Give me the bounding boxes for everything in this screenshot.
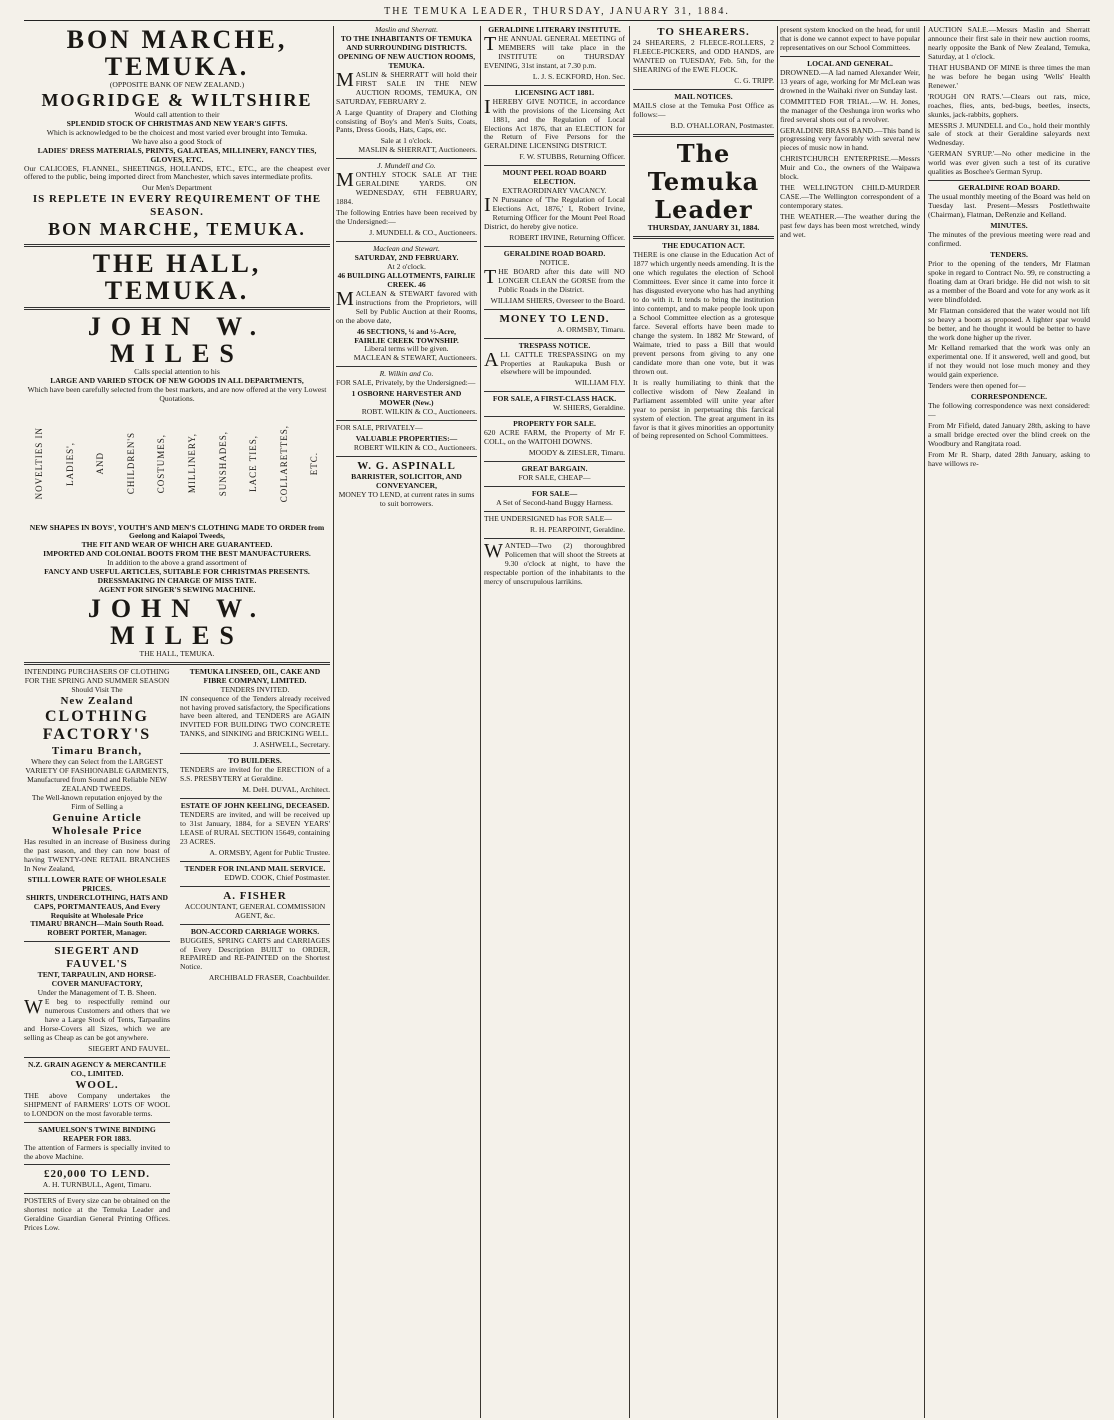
clothing-genuine: Genuine Article xyxy=(52,811,142,824)
column-3 xyxy=(484,26,625,1418)
mail-body: MAILS close at the Temuka Post Office as follows:— xyxy=(633,100,774,119)
mundell-notice: MESSRS J. MUNDELL and Co., hold their monthly sale of stock at their Geraldine saleyards next Wednesday. xyxy=(928,120,1090,148)
leader-date: THURSDAY, JANUARY 31, 1884. xyxy=(647,223,760,233)
lend-agent: A. H. TURNBULL, Agent, Timaru. xyxy=(42,1180,152,1190)
jwm-line-3: Which have been carefully selected from the best markets, and are now offered at the very Lowest Quotations. xyxy=(27,384,327,403)
wool-heading: WOOL. xyxy=(75,1078,119,1091)
local-p4: CHRISTCHURCH ENTERPRISE.—Messrs Muir and Co., the owners of the Waipawa block. xyxy=(780,154,920,182)
corr-p3: From Mr R. Sharp, dated 28th January, asking to have willows re- xyxy=(928,449,1090,468)
aspinall-line-2: BARRISTER, SOLICITOR, AND CONVEYANCER, xyxy=(351,471,462,490)
carriage-sign: ARCHIBALD FRASER, Coachbuilder. xyxy=(208,973,330,983)
vert-item: MILLINERY, xyxy=(186,433,197,494)
bargain-heading: GREAT BARGAIN. xyxy=(521,464,588,474)
husband-notice: THAT HUSBAND OF MINE is three times the man he was before he began using 'Wells' Health Renewer.' xyxy=(928,62,1090,90)
property-heading: PROPERTY FOR SALE. xyxy=(513,419,596,429)
mogridge-line-5: LADIES' DRESS MATERIALS, PRINTS, GALATEAS, MILLINERY, FANCY TIES, GLOVES, ETC. xyxy=(37,145,317,164)
tenders-p4: Tenders were then opened for— xyxy=(928,381,1026,391)
bargain-sub: FOR SALE, CHEAP— xyxy=(518,473,591,483)
column-rule xyxy=(480,26,481,1418)
maslin-sign: MASLIN & SHERRATT, Auctioneers. xyxy=(358,145,477,155)
maslin-line-3: MASLIN & SHERRATT will hold their FIRST SALE IN THE NEW AUCTION ROOMS, TEMUKA, ON SATURDAY, FEBRUARY 2. xyxy=(336,68,477,106)
shearers-sign: C. G. TRIPP. xyxy=(734,75,774,85)
clothing-timaru: TIMARU BRANCH—Main South Road. ROBERT PORTER, Manager. xyxy=(30,919,164,938)
licensing-body: IHEREBY GIVE NOTICE, in accordance with the provisions of the Licensing Act 1881, and the Regulation of Local Elections Act 1876, that an ELECTION for the Return of Five Persons for the GERALDINE LICENSING DISTRICT. xyxy=(484,95,625,151)
tenders-heading: TENDERS. xyxy=(990,249,1028,259)
trespass-heading: TRESPASS NOTICE. xyxy=(518,340,591,350)
maclean-sign: MACLEAN & STEWART, Auctioneers. xyxy=(353,353,477,363)
grb-body: THE BOARD after this date will NO LONGER CLEAN the GORSE from the Public Roads in the District. xyxy=(484,265,625,294)
keeling-body: TENDERS are invited, and will be received up to 31st January, 1884, for a SEVEN YEARS' LEASE of RURAL SECTION 15649, containing 23 ACRES. xyxy=(180,810,330,846)
siegert-sign: SIEGERT AND FAUVEL. xyxy=(88,1043,170,1053)
editorial-p2: It is really humiliating to think that the collective wisdom of New Zealand in Parliament assembled will unite year after year to persist in perpetuating this farcical system of election. The great argument in its favor is that it gives minorities an opportunity of being represented on School Committees. xyxy=(633,377,774,441)
fisher-heading: A. FISHER xyxy=(223,889,287,902)
jwm-line-8: FANCY AND USEFUL ARTICLES, SUITABLE FOR CHRISTMAS PRESENTS. xyxy=(44,567,310,577)
mail-sign: B.D. O'HALLORAN, Postmaster. xyxy=(670,120,774,130)
jwm-line-4: NEW SHAPES IN BOYS', YOUTH'S AND MEN'S CLOTHING MADE TO ORDER from Geelong and Kaiapoi Tweeds, xyxy=(29,522,325,541)
vert-item: COLLARETTES, xyxy=(278,424,289,503)
shearers-heading: TO SHEARERS. xyxy=(657,26,750,38)
maclean-line-7: Liberal terms will be given. xyxy=(364,344,449,354)
column-1-lower xyxy=(24,668,170,1235)
local-p1: DROWNED.—A lad named Alexander Weir, 13 years of age, working for Mr McLean was drowned in the Waihaki river on Sunday last. xyxy=(780,67,920,95)
column-1 xyxy=(24,26,330,1418)
maclean-line-5: 46 SECTIONS, ¼ and ½-Acre, xyxy=(356,326,456,336)
clothing-intro: INTENDING PURCHASERS OF CLOTHING FOR THE SPRING AND SUMMER SEASON Should Visit The xyxy=(24,666,170,694)
minutes-heading: MINUTES. xyxy=(990,221,1028,231)
hack-sign: W. SHIERS, Geraldine. xyxy=(552,403,625,413)
bon-marche-subtitle: (OPPOSITE BANK OF NEW ZEALAND.) xyxy=(109,79,245,89)
institute-body: THE ANNUAL GENERAL MEETING of MEMBERS will take place in the INSTITUTE on THURSDAY EVENING, 31st instant, at 7.30 p.m. xyxy=(484,32,625,70)
jwm-line-2: LARGE AND VARIED STOCK OF NEW GOODS IN ALL DEPARTMENTS, xyxy=(50,375,304,385)
bon-marche-title: BON MARCHE, TEMUKA. xyxy=(66,26,288,82)
column-5 xyxy=(780,26,920,1418)
local-heading: LOCAL AND GENERAL. xyxy=(807,58,893,68)
clothing-factory: CLOTHING FACTORY'S xyxy=(42,707,152,744)
mundell-line-1: MONTHLY STOCK SALE AT THE GERALDINE YARDS. ON WEDNESDAY, 6TH FEBRUARY, 1884. xyxy=(336,169,477,207)
corr-p1: The following correspondence was next considered:— xyxy=(928,401,1090,420)
wilkin-sign: ROBT. WILKIN & CO., Auctioneers. xyxy=(361,407,477,417)
property-sign: MOODY & ZIESLER, Timaru. xyxy=(528,448,625,458)
tenders-p2: Mr Flatman considered that the water would not lift so heavy a boom as proposed. A lighter spar would be better, and he thought it would be better to have the work done higher up the river. xyxy=(928,305,1090,342)
vert-item: SUNSHADES, xyxy=(217,430,228,497)
buggy-sub: A Set of Second-hand Buggy Harness. xyxy=(496,497,613,507)
builders-sign: M. DeH. DUVAL, Architect. xyxy=(242,785,330,795)
john-miles-footer: JOHN W. MILES xyxy=(87,594,267,651)
linseed-sub: TENDERS INVITED. xyxy=(220,684,290,694)
wilkin-line-2: 1 OSBORNE HARVESTER AND MOWER (New.) xyxy=(351,389,462,408)
mogridge-line-6: Our CALICOES, FLANNEL, SHEETINGS, HOLLANDS, ETC., ETC., are the cheapest ever offered to the public, being imported direct from Manchester, which saves intermediate profits. xyxy=(24,163,330,182)
buggy-heading: FOR SALE— xyxy=(531,489,578,498)
sale3-sign: R. H. PEARPOINT, Geraldine. xyxy=(530,524,625,534)
siegert-line-1: TENT, TARPAULIN, AND HORSE-COVER MANUFACTORY, xyxy=(37,970,157,989)
maslin-line-2: OPENING OF NEW AUCTION ROOMS, TEMUKA. xyxy=(337,51,476,70)
mundell-credit: J. Mundell and Co. xyxy=(377,161,436,171)
institute-sign: L. J. S. ECKFORD, Hon. Sec. xyxy=(532,71,625,81)
mogridge-line-2: SPLENDID STOCK OF CHRISTMAS AND NEW YEAR'S GIFTS. xyxy=(66,118,288,128)
local-p3: GERALDINE BRASS BAND.—This band is progressing very favorably with several new pieces of music now in hand. xyxy=(780,125,920,153)
bon-marche-footer: BON MARCHE, TEMUKA. xyxy=(48,219,306,240)
wilkin-line-4: FOR SALE, PRIVATELY— xyxy=(336,423,423,433)
local-p2: COMMITTED FOR TRIAL.—W. H. Jones, the manager of the Oeshunga iron works who fired several shots out of a revolver. xyxy=(780,96,920,124)
mail-heading: MAIL NOTICES. xyxy=(674,91,733,101)
column-rule xyxy=(777,26,778,1418)
linseed-body: IN consequence of the Tenders already received not having proved satisfactory, the Specifications have been altered, and TENDERS are AGAIN INVITED FOR BUILDING TWO CONCRETE TANKS, and SINKING and BRICKING WELL. xyxy=(180,693,330,739)
vert-item: LACE TIES, xyxy=(248,435,259,492)
hall-title: THE HALL, TEMUKA. xyxy=(92,248,262,305)
sale3-body: THE UNDERSIGNED has FOR SALE— xyxy=(484,513,612,523)
mtpeel-body: IN Pursuance of 'The Regulation of Local Elections Act, 1876,' I, Robert Irvine, Returning Officer for the Mount Peel Road District, do hereby give notice. xyxy=(484,194,625,232)
trespass-body: ALL CATTLE TRESPASSING on my Properties at Raukapuka Bush or elsewhere will be impounded. xyxy=(484,348,625,377)
grb-report-heading: GERALDINE ROAD BOARD. xyxy=(958,183,1060,193)
wilkin-credit: R. Wilkin and Co. xyxy=(379,369,434,379)
nz-grain: N.Z. GRAIN AGENCY & MERCANTILE CO., LIMITED. xyxy=(27,1059,167,1078)
temuka-leader-title: The Temuka Leader xyxy=(647,138,760,225)
maclean-line-3: 46 BUILDING ALLOTMENTS, FAIRLIE CREEK. 46 xyxy=(337,270,476,289)
mtpeel-heading: MOUNT PEEL ROAD BOARD ELECTION. xyxy=(502,168,607,187)
maslin-line-4: A Large Quantity of Drapery and Clothing consisting of Boy's and Men's Suits, Coats, Pants, Dress Goods, Hats, Caps, etc. xyxy=(336,107,477,135)
editorial-p1: THERE is one clause in the Education Act of 1877 which urgently needs amending. It is the one which regulates the election of School Committees. Ever since it came into force it has disgusted everyone who has had anything to do with it. It tends to bring the institution into contempt, and to make people look upon a School Committee election as a grotesque farce. Several efforts have been made to change the system. In 1882 Mr Steward, of Waimate, tried to pass a Bill that would prevent persons from giving to any one candidate more than one vote, but it was thrown out. xyxy=(633,250,774,376)
editorial-heading: THE EDUCATION ACT. xyxy=(662,241,745,251)
clothing-shirts: SHIRTS, UNDERCLOTHING, HATS AND CAPS, PORTMANTEAUS, And Every Requisite at Wholesale Price xyxy=(25,892,168,920)
maclean-line-4: MACLEAN & STEWART favored with instructions from the Proprietors, will Sell by Public Auction at their Rooms, on the above date, xyxy=(336,287,477,325)
vert-item: ETC. xyxy=(309,451,320,476)
lend-heading: £20,000 TO LEND. xyxy=(43,1168,151,1181)
maclean-credit: Maclean and Stewart. xyxy=(373,243,440,253)
mail-tender-sign: EDWD. COOK, Chief Postmaster. xyxy=(224,872,330,882)
maclean-line-6: FAIRLIE CREEK TOWNSHIP. xyxy=(354,335,459,345)
john-miles-heading: JOHN W. MILES xyxy=(87,312,267,369)
vert-item: AND xyxy=(95,452,106,475)
rats-notice: 'ROUGH ON RATS.'—Clears out rats, mice, roaches, flies, ants, bed-bugs, beetles, insects, skunks, jack-rabbits, gophers. xyxy=(928,91,1090,119)
carriage-body: BUGGIES, SPRING CARTS and CARRIAGES of Every Description BUILT to ORDER, REPAIRED and RE-PAINTED on the Shortest Notice. xyxy=(180,935,330,972)
clothing-lower-rate: STILL LOWER RATE OF WHOLESALE PRICES. xyxy=(27,874,167,893)
fisher-sub: ACCOUNTANT, GENERAL COMMISSION AGENT, &c. xyxy=(184,901,326,920)
wanted-body: WANTED—Two (2) thoroughbred Policemen that will shoot the Streets at 9.30 o'clock at night, to have the respectable portion of the inhabitants to the mercy of unscrupulous larrikins. xyxy=(484,539,625,586)
column-4 xyxy=(633,26,774,1418)
linseed-sign: J. ASHWELL, Secretary. xyxy=(253,740,330,750)
clothing-branches: Has resulted in an increase of Business during the past season, and they can now boast of having TWENTY-ONE RETAIL BRANCHES In New Zealand, xyxy=(24,836,170,873)
builders-heading: TO BUILDERS. xyxy=(228,756,282,766)
column-6 xyxy=(928,26,1090,1418)
samuelson-heading: SAMUELSON'S TWINE BINDING REAPER FOR 1883. xyxy=(38,1124,156,1143)
maclean-line-1: SATURDAY, 2ND FEBRUARY. xyxy=(354,252,459,262)
maslin-line-1: TO THE INHABITANTS OF TEMUKA AND SURROUNDING DISTRICTS. xyxy=(340,33,473,52)
clothing-desc: Where they can Select from the LARGEST VARIETY OF FASHIONABLE GARMENTS, Manufactured from Sound and Reliable NEW ZEALAND TWEEDS. xyxy=(25,757,169,794)
mail-tender-heading: TENDER FOR INLAND MAIL SERVICE. xyxy=(184,863,326,873)
mtpeel-sub: EXTRAORDINARY VACANCY. xyxy=(502,186,607,196)
vert-item: COSTUMES, xyxy=(156,433,167,494)
maslin-line-5: Sale at 1 o'clock. xyxy=(380,136,433,146)
mundell-line-2: The following Entries have been received by the Undersigned:— xyxy=(336,208,477,227)
grb-heading: GERALDINE ROAD BOARD. xyxy=(503,248,606,258)
jwm-line-7: In addition to the above a grand assortment of xyxy=(107,558,247,568)
minutes-p1: The minutes of the previous meeting were read and confirmed. xyxy=(928,230,1090,248)
maclean-line-2: At 2 o'clock. xyxy=(387,261,426,271)
mogridge-line-3: Which is acknowledged to be the choicest and most varied ever brought into Temuka. xyxy=(46,127,308,137)
money-sign: A. ORMSBY, Timaru. xyxy=(556,324,625,334)
jwm-line-1: Calls special attention to his xyxy=(134,366,220,376)
vert-item: LADIES', xyxy=(64,441,75,486)
mogridge-line-4: We have also a good Stock of xyxy=(131,136,223,146)
tenders-p1: Prior to the opening of the tenders, Mr Flatman spoke in regard to Contract No. 99, re constructing a floating dam at Orari bridge. He did not wish to sit as a member of the Board and vote for any work as it were blindfolded. xyxy=(928,258,1090,304)
keeling-sign: A. ORMSBY, Agent for Public Trustee. xyxy=(209,847,330,857)
clothing-rep: The Well-known reputation enjoyed by the Firm of Selling a xyxy=(31,793,163,812)
carriage-heading: BON-ACCORD CARRIAGE WORKS. xyxy=(190,926,320,936)
local-p5: THE WELLINGTON CHILD-MURDER CASE.—The Wellington correspondent of a contemporary states. xyxy=(780,183,920,211)
shearers-body: 24 SHEARERS, 2 FLEECE-ROLLERS, 2 FLEECE-PICKERS, and ODD HANDS, are WANTED on TUESDAY, Feb. 5th, for the SHEARING of the EWE FLOCK. xyxy=(633,37,774,74)
trespass-sign: WILLIAM FLY. xyxy=(574,378,625,388)
hack-heading: FOR SALE, A FIRST-CLASS HACK. xyxy=(492,394,617,404)
aspinall-heading: W. G. ASPINALL xyxy=(357,459,456,472)
auction-notice: AUCTION SALE.—Messrs Maslin and Sherratt announce their first sale in their new auction rooms, nearly opposite the Bank of New Zealand, Temuka, Saturday, at 1 o'clock. xyxy=(928,26,1090,61)
jwm-line-12: THE HALL, TEMUKA. xyxy=(139,648,215,658)
clothing-nz: New Zealand xyxy=(60,694,134,707)
clothing-wholesale: Wholesale Price xyxy=(51,824,143,837)
posters-notice: POSTERS of Every size can be obtained on the shortest notice at the Temuka Leader and Geraldine Guardian General Printing Offices. Prices Low. xyxy=(24,1196,170,1233)
wilkin-line-1: FOR SALE, Privately, by the Undersigned:— xyxy=(336,378,476,388)
column-1b-lower xyxy=(180,668,330,984)
column-rule xyxy=(333,26,334,1418)
tenders-p3: Mr Kelland remarked that the work was only an experimental one. If it answered, well and good, but if not they would not lose much money and they would gain experience. xyxy=(928,343,1090,380)
mogridge-line-1: Would call attention to their xyxy=(134,109,220,119)
masthead: THE TEMUKA LEADER, THURSDAY, JANUARY 31, 1884. xyxy=(24,0,1090,21)
samuelson-body: The attention of Farmers is specially invited to the above Machine. xyxy=(24,1142,170,1161)
builders-body: TENDERS are invited for the ERECTION of a S.S. PRESBYTERY at Geraldine. xyxy=(180,765,330,784)
clothing-branch: Timaru Branch, xyxy=(51,745,143,758)
mogridge-line-8: IS REPLETE IN EVERY REQUIREMENT OF THE SEASON. xyxy=(32,193,322,219)
wilkin-sign-2: ROBERT WILKIN & CO., Auctioneers. xyxy=(353,443,477,453)
mtpeel-sign: ROBERT IRVINE, Returning Officer. xyxy=(509,233,625,243)
linseed-heading: TEMUKA LINSEED, OIL, CAKE AND FIBRE COMPANY, LIMITED. xyxy=(189,666,321,685)
wilkin-line-5: VALUABLE PROPERTIES:— xyxy=(355,434,458,444)
siegert-heading: SIEGERT AND FAUVEL'S xyxy=(54,945,140,971)
mundell-sign: J. MUNDELL & CO., Auctioneers. xyxy=(369,228,477,238)
column-rule xyxy=(924,26,925,1418)
editorial-p3: present system knocked on the head, for until that is done we cannot expect to have popular representatives on our School Committees. xyxy=(780,26,920,52)
mogridge-line-7: Our Men's Department xyxy=(142,183,212,193)
grb-sub: NOTICE. xyxy=(539,257,570,267)
licensing-heading: LICENSING ACT 1881. xyxy=(515,87,594,97)
jwm-line-9: DRESSMAKING IN CHARGE OF MISS TATE. xyxy=(97,576,257,586)
institute-heading: GERALDINE LITERARY INSTITUTE. xyxy=(488,26,621,34)
syrup-notice: 'GERMAN SYRUP.'—No other medicine in the world was ever given such a test of its curative qualities as Boschee's German Syrup. xyxy=(928,149,1090,177)
column-rule xyxy=(629,26,630,1418)
corr-heading: CORRESPONDENCE. xyxy=(970,392,1048,402)
grb-report-p1: The usual monthly meeting of the Board was held on Tuesday last. Present—Messrs Postlethwaite (Chairman), Flatman, DeRenzie and Kelland. xyxy=(928,192,1090,220)
mogridge-heading: MOGRIDGE & WILTSHIRE xyxy=(41,89,313,110)
siegert-body: WE beg to respectfully remind our numerous Customers and others that we have a Large Stock of Tents, Tarpaulins and Horse-Covers all Sizes, which we are selling as Cheap as can be got anywhere. xyxy=(24,996,170,1042)
vert-item: CHILDREN'S xyxy=(125,432,136,495)
jwm-line-10: AGENT FOR SINGER'S SEWING MACHINE. xyxy=(98,585,256,595)
corr-p2: From Mr Fifield, dated January 28th, asking to have a small bridge erected over the blind creek on the Woodbury and Rangitata road. xyxy=(928,421,1090,448)
local-p6: THE WEATHER.—The weather during the past few days has been most wretched, windy and wet. xyxy=(780,212,920,240)
column-2 xyxy=(336,26,477,1418)
vertical-novelty-list xyxy=(24,404,330,524)
grb-sign: WILLIAM SHIERS, Overseer to the Board. xyxy=(490,295,625,305)
money-heading: MONEY TO LEND. xyxy=(499,312,610,325)
siegert-line-2: Under the Management of T. B. Sheen. xyxy=(37,988,157,998)
keeling-heading: ESTATE OF JOHN KEELING, DECEASED. xyxy=(180,801,330,811)
maslin-credit: Maslin and Sherratt. xyxy=(374,26,439,34)
licensing-sign: F. W. STUBBS, Returning Officer. xyxy=(519,152,625,162)
wool-body: THE above Company undertakes the SHIPMENT of FARMERS' LOTS OF WOOL to LONDON on the most favorable terms. xyxy=(24,1090,170,1118)
jwm-line-6: IMPORTED AND COLONIAL BOOTS FROM THE BEST MANUFACTURERS. xyxy=(43,549,311,559)
aspinall-line-3: MONEY TO LEND, at current rates in sums to suit borrowers. xyxy=(338,489,475,508)
jwm-line-5: THE FIT AND WEAR OF WHICH ARE GUARANTEED. xyxy=(81,540,273,550)
property-body: 620 ACRE FARM, the Property of Mr F. COLL, on the WAITOHI DOWNS. xyxy=(484,428,625,447)
vert-item: NOVELTIES IN xyxy=(33,427,44,500)
